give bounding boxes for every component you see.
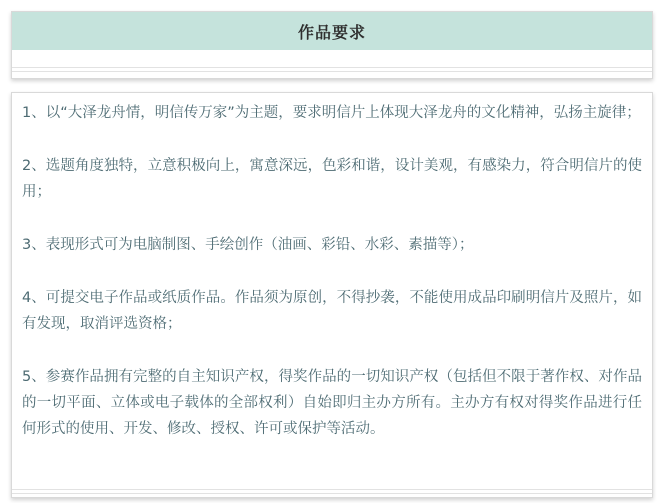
requirements-card bbox=[11, 92, 653, 498]
requirement-item-1: 1、以“大泽龙舟情，明信传万家”为主题，要求明信片上体现大泽龙舟的文化精神，弘扬主旋律； bbox=[22, 105, 641, 121]
requirement-item-2: 2、选题角度独特，立意积极向上，寓意深远，色彩和谐，设计美观，有感染力，符合明信片的使用； bbox=[22, 158, 642, 200]
requirement-item-4: 4、可提交电子作品或纸质作品。作品须为原创，不得抄袭，不能使用成品印刷明信片及照片，如有发现，取消评选资格； bbox=[22, 290, 642, 332]
header-bar bbox=[12, 12, 652, 50]
header-card bbox=[11, 11, 653, 79]
requirement-item-5: 5、参赛作品拥有完整的自主知识产权，得奖作品的一切知识产权（包括但不限于著作权、对作品的一切平面、立体或电子载体的全部权利）自始即归主办方所有。主办方有权对得奖作品进行任何形式的使用、开发、修改、授权、许可或保护等活动。 bbox=[22, 369, 642, 437]
content-divider bbox=[12, 489, 652, 494]
header-divider bbox=[12, 67, 652, 72]
section-title: 作品要求 bbox=[297, 22, 366, 42]
requirement-item-3: 3、表现形式可为电脑制图、手绘创作（油画、彩铅、水彩、素描等）； bbox=[22, 237, 474, 253]
